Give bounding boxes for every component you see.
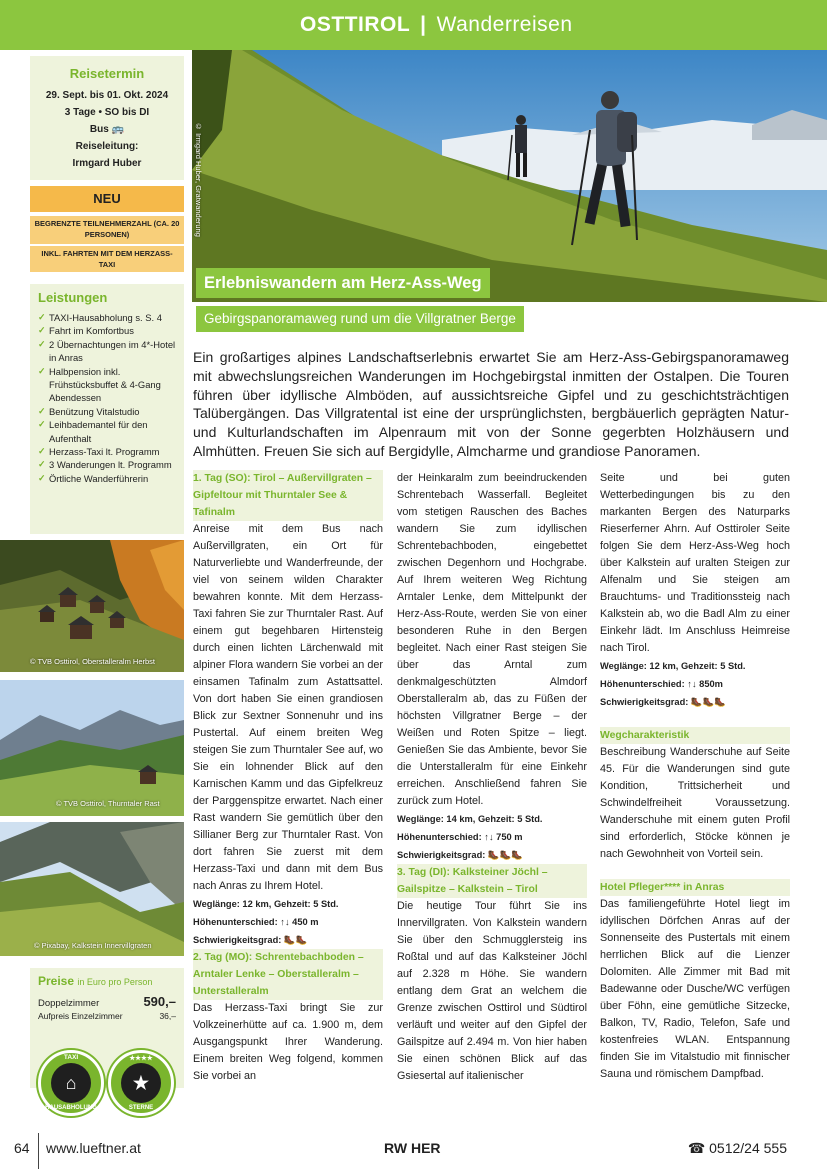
badge-group [36, 1050, 174, 1122]
day2-text-part2: der Heinkaralm zum beeindruckenden Schrentebach Wasserfall. Begleitet vom stetigen Rauschen des Baches wandern Sie zum idyllischen Schrentebachboden, eingebettet zwischen Degenhorn und Hochgrabe. Auf Ihrem weiteren Weg Richtung Arntaler Lenke, dem Mittelpunkt der Herz-Ass-Route, werden Sie von einer besonderen Ruhe in den Bergen begleitet. Nach einer Rast steigen Sie über das Arntal zum denkmalgeschützten Almdorf Oberstalleralm ab, das zu Füßen der höchsten Villgratner Berge – der Weißen und Roten Spitze – liegt. Genießen Sie das Ambiente, bevor Sie die Unterstalleralm für eine Einkehr erreichen. Anschließend fahren Sie zurück zum Hotel. [397, 472, 587, 807]
travel-transport: Bus 🚌 [89, 124, 125, 135]
hero-title: Erlebniswandern am Herz-Ass-Weg [196, 268, 490, 298]
intro-text: Ein großartiges alpines Landschaftserlebnis erwartet Sie am Herz-Ass-Gebirgspanoramaweg mit abwechslungsreichen Wanderungen im Hochgebirgstal inmitten der Ostalpen. Die Touren führen über idyllische Almböden, auf aussichtsreiche Gipfel und zu geschichtsträchtigen Talübergängen. Das Villgratental ist eine der ursprünglichsten, bergbäuerlich geprägten Natur- und Kulturlandschaften im Alpenraum mit von der Sonne gegerbten Holzhäusern und Almhütten. Freuen Sie sich auf Bergidylle, Almcharme und grandiose Panoramen. [193, 349, 789, 459]
taxi-badge: TAXI ⌂ HAUSABHOLUNG [38, 1050, 104, 1116]
leitung-label: Reiseleitung: [75, 141, 139, 152]
hero-image [192, 50, 827, 302]
day3-text-part1: Die heutige Tour führt Sie ins Innervillgraten. Von Kalkstein wandern Sie über den Schmugglersteig ins Roßtal und auf das Kalksteiner Jöchl auf 2.328 m Höhe. Sie wandern entlang dem Grat an welchem die Grenze zwischen Osttirol und Südtirol verläuft und weiter auf den Gipfel der Gailspitze auf 2.494 m. Von hier haben Sie einen schönen Blick auf das Gsiesertal auf italienischer [397, 900, 587, 1082]
list-item: ✓ Örtliche Wanderführerin [38, 472, 176, 485]
photo-kalkstein [0, 822, 184, 956]
photo-credit: © Pixabay, Kalkstein Innervillgraten [34, 941, 152, 950]
day3-text-part2: Seite und bei guten Wetterbedingungen bis zu den markanten Bergen des Naturparks Rieserferner Ahrn. Auf Osttiroler Seite folgen Sie dem Herz-Ass-Weg hoch über Kalkstein auf uralten Steigen zur Alfenalm und Sie steigen am Brauchtums- und Traditionssteig nach Kalkstein ab, wo die Badl Alm zu einer Einkehr lädt. Im Anschluss Heimreise nach Tirol. [600, 472, 790, 654]
day2-length: Weglänge: 14 km, Gehzeit: 5 Std. [397, 814, 543, 824]
reisetermin-box [30, 56, 184, 180]
photo-credit: © TVB Osttirol, Oberstalleralm Herbst [30, 657, 156, 666]
page-footer [0, 1128, 827, 1168]
day2-text-part1: Das Herzass-Taxi bringt Sie zur Volkzeinerhütte auf ca. 1.900 m, dem Ausgangspunkt Ihrer Wanderung. Einem breiten Weg folgend, kommen Sie vorbei an [193, 1002, 383, 1082]
list-item: ✓ TAXI-Hausabholung s. S. 4 [38, 311, 176, 324]
doppel-price: 590,– [143, 994, 176, 1009]
day2-difficulty: Schwierigkeitsgrad: 🥾🥾🥾 [397, 850, 523, 860]
day1-difficulty: Schwierigkeitsgrad: 🥾🥾 [193, 935, 308, 945]
day1-length: Weglänge: 12 km, Gehzeit: 5 Std. [193, 899, 339, 909]
weg-heading: Wegcharakteristik [600, 727, 790, 744]
day3-length: Weglänge: 12 km, Gehzeit: 5 Std. [600, 661, 746, 671]
day3-heading: 3. Tag (DI): Kalksteiner Jöchl – Gailspitze – Kalkstein – Tirol [397, 864, 587, 898]
list-item: ✓ 3 Wanderungen lt. Programm [38, 458, 176, 471]
phone-number[interactable]: ☎ 0512/24 555 [687, 1140, 787, 1156]
day2-elevation: Höhenunterschied: ↑↓ 750 m [397, 832, 523, 842]
reisetermin-title: Reisetermin [69, 66, 145, 81]
price-row-single [38, 1011, 176, 1021]
new-badge: NEU [30, 186, 184, 212]
doppel-label: Doppelzimmer [38, 998, 100, 1009]
itinerary-column-2 [397, 470, 587, 1085]
list-item: ✓ 2 Übernachtungen im 4*-Hotel in Anras [38, 338, 176, 365]
day2-heading: 2. Tag (MO): Schrentebachboden – Arntaler Lenke – Oberstalleralm – Unterstalleralm [193, 949, 383, 1000]
hero-credit: © Irmgard Huber, Gratwanderung [194, 122, 203, 237]
list-item: ✓ Herzass-Taxi lt. Programm [38, 445, 176, 458]
bus-icon: 🚌 [111, 124, 125, 135]
list-item: ✓ Halbpension inkl. Frühstücksbuffet & 4-Gang Abendessen [38, 365, 176, 405]
photo-thurntaler-rast [0, 680, 184, 816]
preise-subtitle: in Euro pro Person [77, 977, 153, 987]
ez-label: Aufpreis Einzelzimmer [38, 1011, 123, 1021]
website-link[interactable]: www.lueftner.at [46, 1140, 141, 1156]
hero-subtitle: Gebirgspanoramaweg rund um die Villgratner Berge [196, 306, 524, 332]
taxi-house-icon: ⌂ [51, 1063, 91, 1103]
day1-heading: 1. Tag (SO): Tirol – Außervillgraten – Gipfeltour mit Thurntaler See & Tafinalm [193, 470, 383, 521]
itinerary-column-1 [193, 470, 383, 1085]
list-item: ✓ Fahrt im Komfortbus [38, 324, 176, 337]
leistungen-title: Leistungen [38, 290, 108, 305]
hotel-heading: Hotel Pfleger**** in Anras [600, 879, 790, 896]
leistungen-box [30, 284, 184, 534]
stars-badge: ★★★★ ★ STERNE [108, 1050, 174, 1116]
day1-text: Anreise mit dem Bus nach Außervillgraten, ein Ort für Naturverliebte und Wanderfreunde, der viel von seinem wilden Charakter bewahren konnte. Mit dem Herzass-Taxi fahren Sie zur Thurntaler Rast. Auf einem gut begehbaren Hirtensteig durch einen lichten Lärchenwald mit alpiner Flora wandern Sie vorbei an der einsamen Tafinalm zum Astattsattel. Von dort haben Sie einen grandiosen Blick zur Sextner Sonnenuhr und ins Pustertal. Auf einem breiten Weg steigen Sie zum Thurntaler See auf, wo Sie ein lohnender Blick auf den Karnischen Kamm und das Gipfelkreuz der Parggenspitze erwartet. Nach einer Rast wandern Sie gemütlich über den Sillianer Berg zur Thurntaler Rast. Von dort fahren Sie zuerst mit dem Herzass-Taxi und dann mit dem Bus nach Anras zu Ihrem Hotel. [193, 523, 383, 892]
weg-text: Beschreibung Wanderschuhe auf Seite 45. Für die Wanderungen sind gute Kondition, Trittsicherheit und Schwindelfreiheit Voraussetzung. Wanderschuhe mit einem guten Profil sind erforderlich, Stöcke können je nach Gewohnheit von Vorteil sein. [600, 746, 790, 860]
region-title: OSTTIROL [300, 13, 411, 36]
header-separator: | [420, 13, 427, 36]
day1-elevation: Höhenunterschied: ↑↓ 450 m [193, 917, 319, 927]
category-title: Wanderreisen [436, 13, 573, 36]
itinerary-column-3 [600, 470, 790, 1083]
header-bar [0, 0, 827, 50]
note-limited: BEGRENZTE TEILNEHMERZAHL (CA. 20 PERSONEN) [30, 216, 184, 244]
footer-divider [38, 1133, 39, 1169]
page-number: 64 [14, 1140, 30, 1156]
day3-difficulty: Schwierigkeitsgrad: 🥾🥾🥾 [600, 697, 726, 707]
note-taxi: INKL. FAHRTEN MIT DEM HERZASS-TAXI [30, 246, 184, 272]
price-row-double [38, 994, 176, 1009]
ez-price: 36,– [159, 1011, 176, 1021]
preise-title: Preise in Euro pro Person [38, 974, 153, 988]
leistungen-list [38, 311, 176, 485]
day3-elevation: Höhenunterschied: ↑↓ 850m [600, 679, 723, 689]
hotel-text: Das familiengeführte Hotel liegt im idyllischen Dörfchen Anras auf der Sonnenseite des Pustertals mit einem herrlichen Blick auf die Lienzer Dolomiten. Alle Zimmer mit Bad mit Badewanne oder Dusche/WC verfügen über Föhn, eine gemütliche Sitzecke, Balkon, TV, Radio, Telefon, Safe und kostenfreies WLAN. Entspannung finden Sie im Vitalstudio mit finnischer Sauna und römischem Dampfbad. [600, 898, 790, 1080]
travel-dates: 29. Sept. bis 01. Okt. 2024 [45, 90, 169, 101]
photo-credit: © TVB Osttirol, Thurntaler Rast [56, 799, 160, 808]
trip-code: RW HER [384, 1140, 441, 1156]
list-item: ✓ Leihbademantel für den Aufenthalt [38, 418, 176, 445]
leitung-name: Irmgard Huber [72, 158, 142, 169]
photo-oberstalleralm [0, 540, 184, 672]
list-item: ✓ Benützung Vitalstudio [38, 405, 176, 418]
travel-duration: 3 Tage • SO bis DI [64, 107, 150, 118]
star-icon: ★ [121, 1063, 161, 1103]
